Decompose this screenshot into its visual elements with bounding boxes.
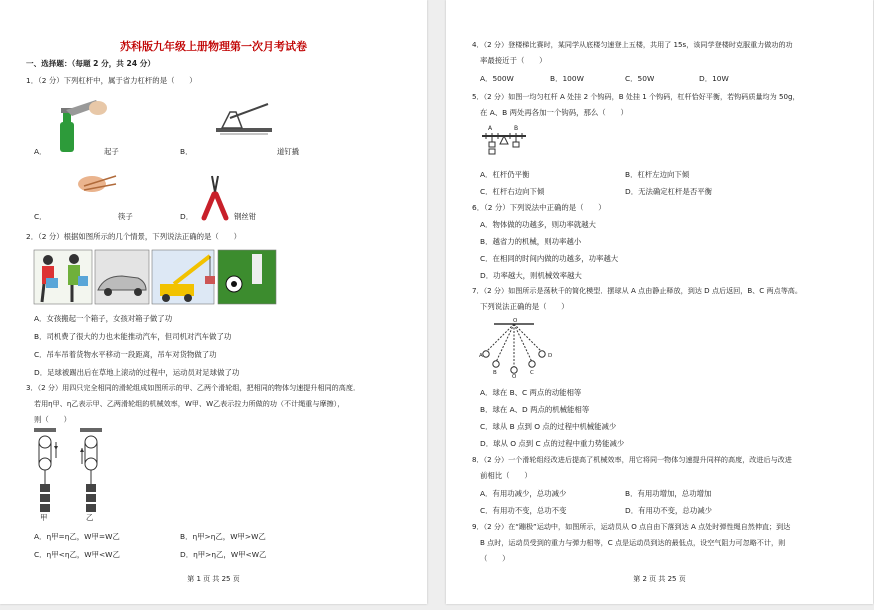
q7-option-d: D．球从 O 点到 C 点的过程中重力势能减少 <box>480 439 625 448</box>
swing-diagram <box>480 318 548 380</box>
q5-option-d: D．无法确定杠杆是否平衡 <box>625 187 712 196</box>
q3-option-a: A．η甲=η乙，W甲=W乙 <box>34 532 120 541</box>
exam-page-2 <box>446 0 873 604</box>
q8-option-a: A．有用功减少，总功减少 <box>480 489 567 498</box>
q1-caption-b: 道钉撬 <box>277 147 300 156</box>
q1-caption-d: 钢丝钳 <box>234 212 257 221</box>
q6-option-b: B．越省力的机械，则功率越小 <box>480 237 582 246</box>
q8-option-b: B．有用功增加，总功增加 <box>625 489 712 498</box>
pulley-diagram <box>30 428 110 520</box>
page-2-footer: 第 2 页 共 25 页 <box>633 575 686 583</box>
q2-scene-images <box>34 250 276 304</box>
q4-stem-line2: 率最接近于（ ） <box>480 56 547 65</box>
q7-option-a: A．球在 B、C 两点的动能相等 <box>480 388 582 397</box>
q1-caption-a: 起子 <box>104 147 119 156</box>
q1-option-a: A． <box>34 147 47 156</box>
q6-stem: 6．（2 分）下列说法中正确的是（ ） <box>472 203 606 212</box>
swing-label-d: D <box>548 353 553 359</box>
q5-option-b: B．杠杆左边向下倾 <box>625 170 690 179</box>
spike-puller-image <box>212 100 276 140</box>
q3-stem-line2: 若用η甲、η乙表示甲、乙两滑轮组的机械效率，W甲、W乙表示拉力所做的功（不计绳重与摩擦）， <box>34 399 345 408</box>
q8-option-c: C．有用功不变，总功不变 <box>480 506 567 515</box>
q6-option-d: D．功率越大，则机械效率越大 <box>480 271 582 280</box>
pulley-label-jia: 甲 <box>40 513 48 522</box>
q5-stem-line2: 在 A、B 两处再各加一个钩码，那么（ ） <box>480 108 628 117</box>
q5-option-c: C．杠杆右边向下倾 <box>480 187 545 196</box>
q1-option-b: B． <box>180 147 193 156</box>
lever-label-a: A <box>488 125 493 132</box>
q9-stem-line2: B 点时，运动员受到的重力与弹力相等，C 点是运动员到达的最低点，设空气阻力可忽略不计，则 <box>480 538 786 547</box>
exam-page-1 <box>0 0 427 604</box>
q3-option-d: D．η甲>η乙，W甲<W乙 <box>180 550 267 559</box>
q4-option-d: D．10W <box>699 74 729 83</box>
q3-stem-line1: 3．（2 分）用四只完全相同的滑轮组成如图所示的甲、乙两个滑轮组，把相同的物体匀速提升相同的高度． <box>26 383 361 392</box>
swing-label-b: B <box>493 370 497 376</box>
lever-diagram <box>480 130 528 162</box>
q8-stem-line1: 8．（2 分）一个滑轮组经改进后提高了机械效率，用它将同一物体匀速提升同样的高度，改进后与改进 <box>472 455 792 464</box>
q8-stem-line2: 前相比（ ） <box>480 471 532 480</box>
q1-stem: 1．（2 分）下列杠杆中，属于省力杠杆的是（ ） <box>26 76 197 85</box>
q8-option-d: D．有用功不变，总功减少 <box>625 506 712 515</box>
swing-label-o: O <box>512 374 517 380</box>
q3-option-b: B．η甲>η乙，W甲>W乙 <box>180 532 266 541</box>
q4-option-a: A．500W <box>480 74 514 83</box>
q4-stem-line1: 4．（2 分）登楼梯比赛时，某同学从底楼匀速登上五楼，共用了 15s，该同学登楼时克服重力做功的功 <box>472 40 793 49</box>
bottle-opener-image <box>52 98 110 156</box>
q7-option-c: C．球从 B 点到 O 点的过程中机械能减少 <box>480 422 617 431</box>
swing-label-c: C <box>530 370 534 376</box>
q3-stem-line3: 则（ ） <box>34 415 71 424</box>
q5-option-a: A．杠杆仍平衡 <box>480 170 530 179</box>
q7-stem-line1: 7．（2 分）如图所示是荡秋千的简化模型．摆球从 A 点由静止释放，到达 D 点后返回，B、C 两点等高。 <box>472 286 802 295</box>
q2-option-c: C．吊车吊着货物水平移动一段距离，吊车对货物做了功 <box>34 350 217 359</box>
q2-option-a: A．女孩搬起一个箱子，女孩对箱子做了功 <box>34 314 173 323</box>
q2-stem: 2．（2 分）根据如图所示的几个情景，下列说法正确的是（ ） <box>26 232 241 241</box>
q9-stem-line1: 9．（2 分）在“蹦极”运动中，如图所示，运动员从 O 点自由下落到达 A 点处时弹性绳自然伸直；到达 <box>472 522 791 531</box>
q3-option-c: C．η甲<η乙，W甲<W乙 <box>34 550 120 559</box>
chopsticks-image <box>74 170 118 196</box>
q2-option-d: D．足球被踢出后在草地上滚动的过程中，运动员对足球做了功 <box>34 368 240 377</box>
pliers-image <box>200 174 230 220</box>
q9-stem-line3: （ ） <box>480 554 510 563</box>
q4-option-b: B．100W <box>550 74 584 83</box>
q1-option-c: C． <box>34 212 47 221</box>
swing-label-o-top: O <box>513 318 518 324</box>
q1-option-d: D． <box>180 212 194 221</box>
q5-stem-line1: 5．（2 分）如图一均匀杠杆 A 处挂 2 个钩码，B 处挂 1 个钩码，杠杆恰好平衡，若钩码质量均为 50g， <box>472 92 800 101</box>
swing-label-a: A <box>479 353 483 359</box>
q7-option-b: B．球在 A、D 两点的机械能相等 <box>480 405 590 414</box>
q6-option-c: C．在相同的时间内做的功越多，功率越大 <box>480 254 619 263</box>
page-1-footer: 第 1 页 共 25 页 <box>187 575 240 583</box>
q2-option-b: B．司机费了很大的力也未能推动汽车，但司机对汽车做了功 <box>34 332 232 341</box>
q6-option-a: A．物体做的功越多，则功率就越大 <box>480 220 596 229</box>
q1-caption-c: 筷子 <box>118 212 133 221</box>
exam-title: 苏科版九年级上册物理第一次月考试卷 <box>120 40 307 53</box>
q4-option-c: C．50W <box>625 74 655 83</box>
pulley-label-yi: 乙 <box>86 513 94 522</box>
section-heading: 一、选择题：（每题 2 分，共 24 分） <box>26 59 155 68</box>
lever-label-b: B <box>514 125 519 132</box>
q7-stem-line2: 下列说法正确的是（ ） <box>480 302 569 311</box>
